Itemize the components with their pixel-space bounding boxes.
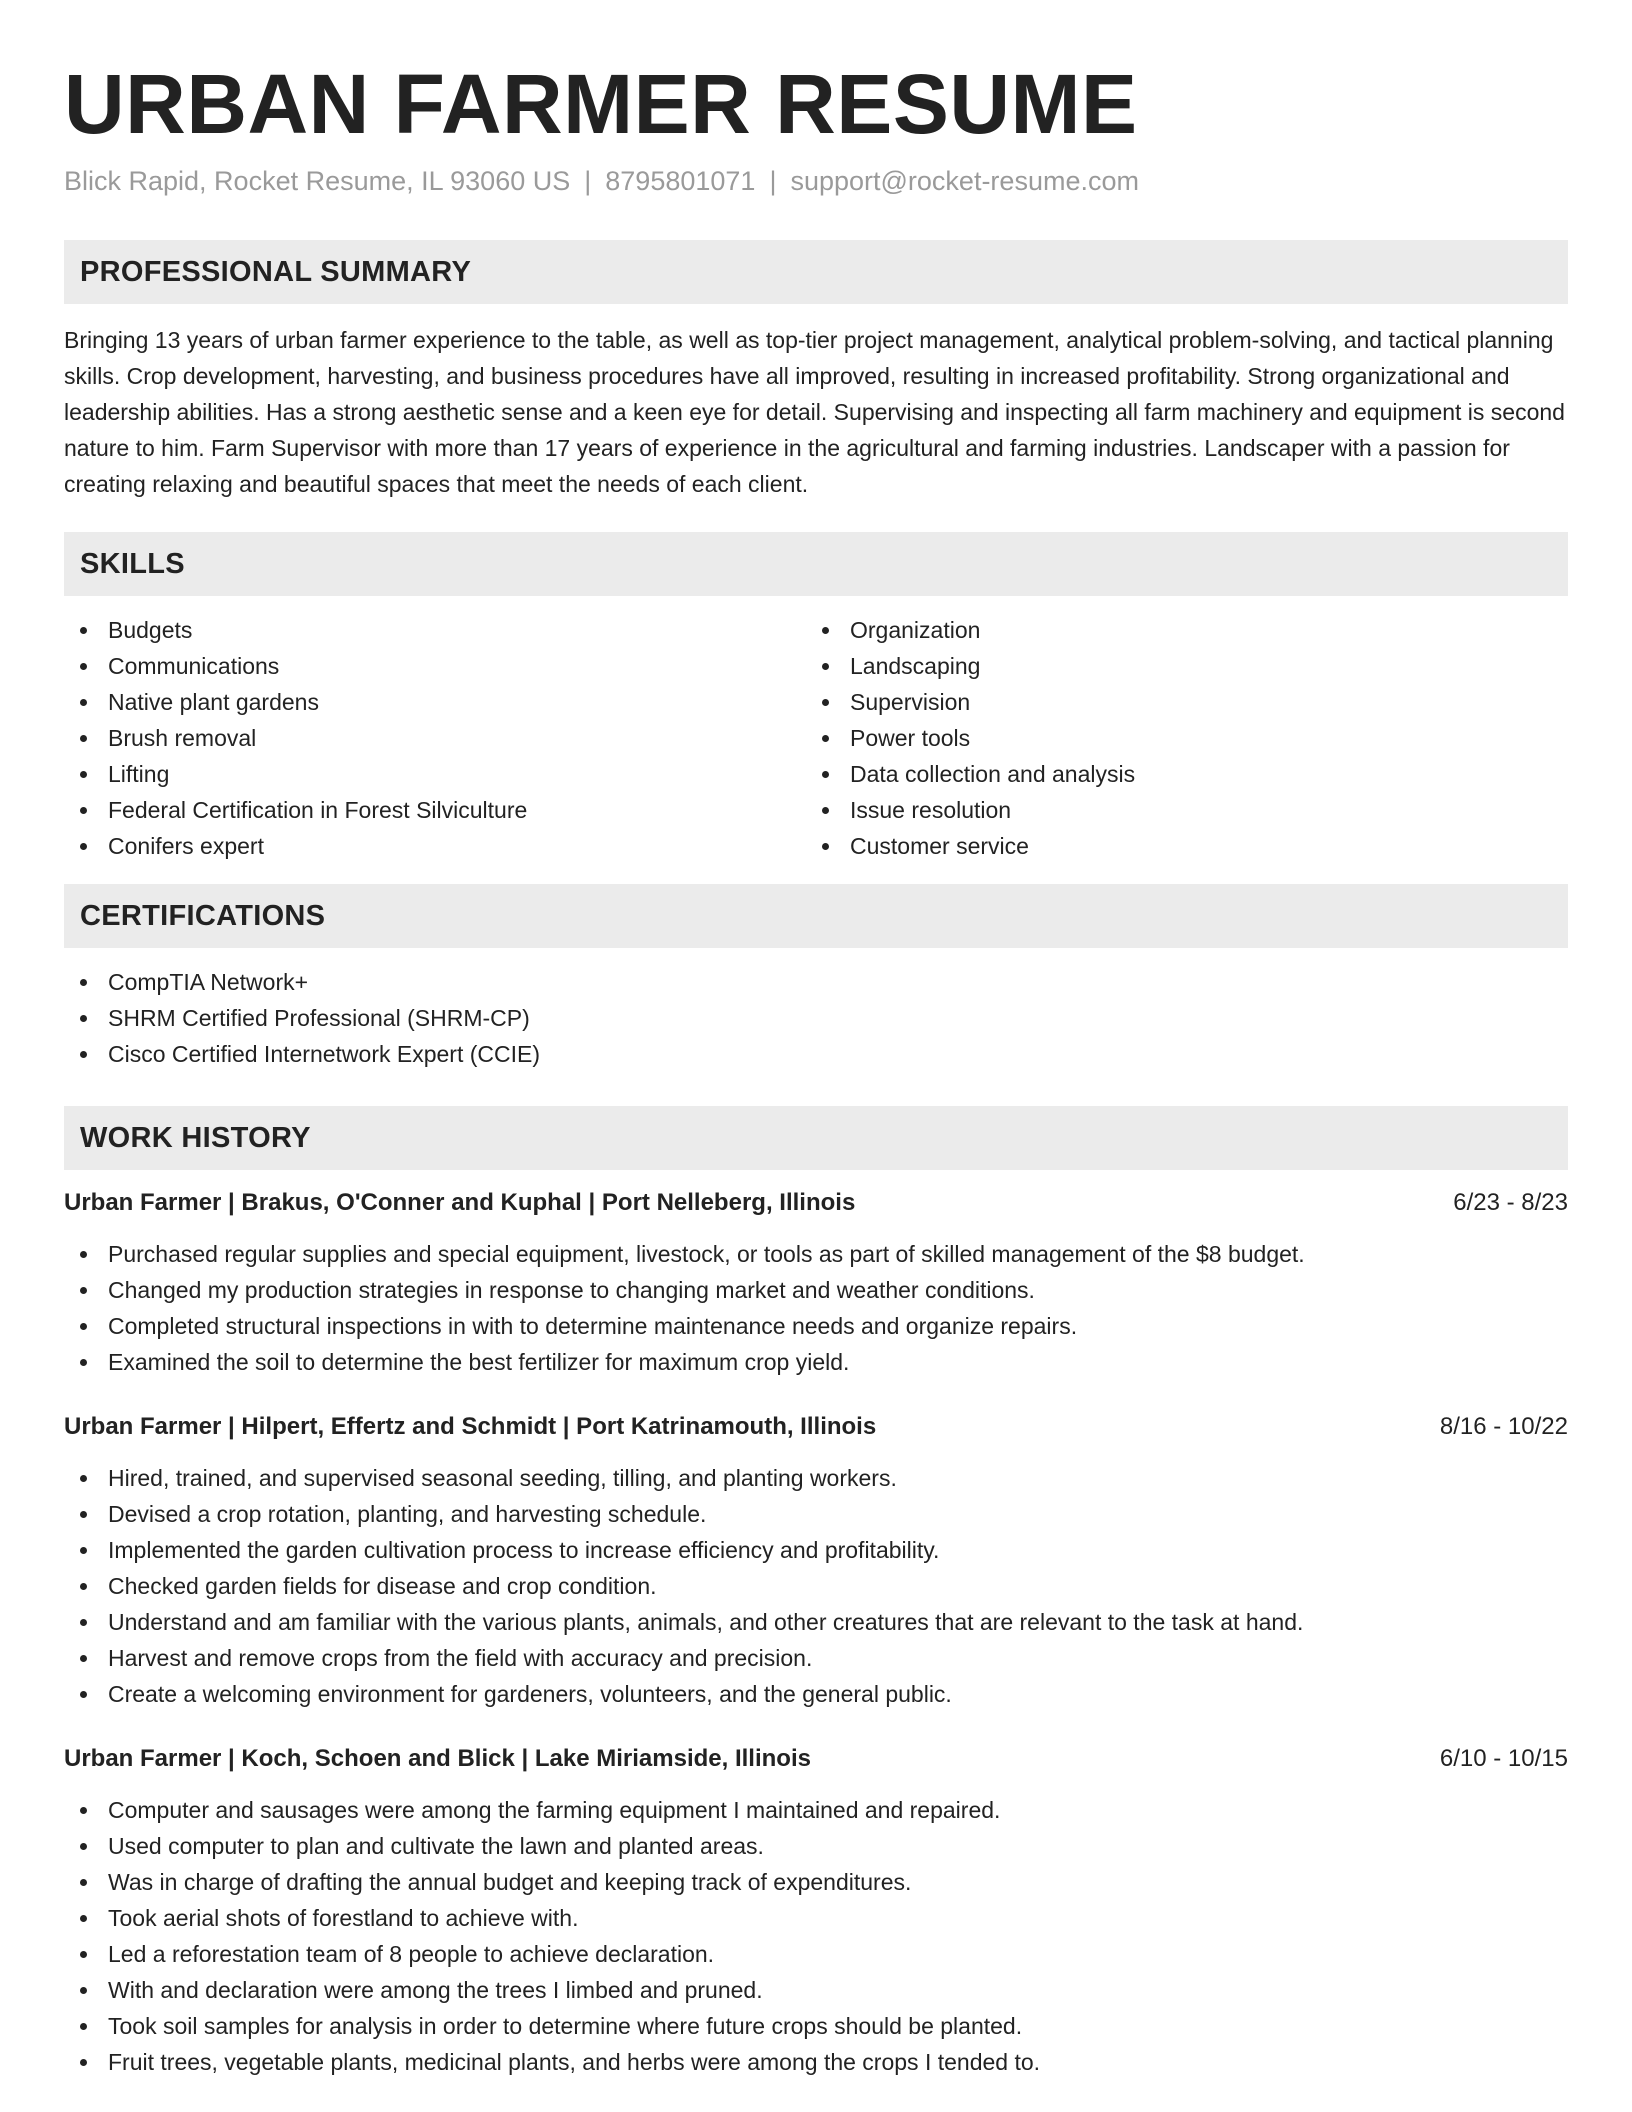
resume-page <box>64 0 1568 2080</box>
job-bullet: With and declaration were among the trees I limbed and pruned. <box>64 1972 1568 2008</box>
resume-title: URBAN FARMER RESUME <box>64 57 1138 151</box>
job-bullet: Took soil samples for analysis in order to determine where future crops should be planted. <box>64 2008 1568 2044</box>
skills-columns <box>64 612 1568 864</box>
certifications-list <box>64 964 1568 1072</box>
contact-email: support@rocket-resume.com <box>790 166 1139 196</box>
job-header <box>64 1410 1568 1444</box>
job-bullet: Led a reforestation team of 8 people to achieve declaration. <box>64 1936 1568 1972</box>
job-bullet: Used computer to plan and cultivate the lawn and planted areas. <box>64 1828 1568 1864</box>
skill-item: Lifting <box>64 756 806 792</box>
skill-item: Communications <box>64 648 806 684</box>
skill-item: Supervision <box>806 684 1548 720</box>
job-bullet: Examined the soil to determine the best fertilizer for maximum crop yield. <box>64 1344 1568 1380</box>
skill-item: Landscaping <box>806 648 1548 684</box>
job-bullet: Understand and am familiar with the various plants, animals, and other creatures that are relevant to the task at hand. <box>64 1604 1568 1640</box>
skill-item: Issue resolution <box>806 792 1548 828</box>
certification-item: Cisco Certified Internetwork Expert (CCIE) <box>64 1036 1568 1072</box>
job-bullet: Devised a crop rotation, planting, and harvesting schedule. <box>64 1496 1568 1532</box>
work-history-heading: WORK HISTORY <box>64 1106 1568 1170</box>
job-bullet: Computer and sausages were among the farming equipment I maintained and repaired. <box>64 1792 1568 1828</box>
contact-line <box>64 164 1568 198</box>
contact-phone: 8795801071 <box>605 166 756 196</box>
job-bullet: Implemented the garden cultivation process to increase efficiency and profitability. <box>64 1532 1568 1568</box>
job-bullet: Completed structural inspections in with to determine maintenance needs and organize repairs. <box>64 1308 1568 1344</box>
job-header <box>64 1742 1568 1776</box>
contact-separator: | <box>769 166 777 196</box>
job-bullet: Fruit trees, vegetable plants, medicinal plants, and herbs were among the crops I tended to. <box>64 2044 1568 2080</box>
job-dates: 8/16 - 10/22 <box>1439 1413 1568 1440</box>
skill-item: Power tools <box>806 720 1548 756</box>
job-title: Urban Farmer | Hilpert, Effertz and Schmidt | Port Katrinamouth, Illinois <box>64 1413 877 1440</box>
job-bullet: Took aerial shots of forestland to achieve with. <box>64 1900 1568 1936</box>
skill-item: Organization <box>806 612 1548 648</box>
job-entry <box>64 1186 1568 1380</box>
job-bullet: Harvest and remove crops from the field with accuracy and precision. <box>64 1640 1568 1676</box>
certifications-heading: CERTIFICATIONS <box>64 884 1568 948</box>
skills-right-list <box>806 612 1548 864</box>
skill-item: Native plant gardens <box>64 684 806 720</box>
job-bullet: Purchased regular supplies and special equipment, livestock, or tools as part of skilled management of the $8 budget. <box>64 1236 1568 1272</box>
job-bullet: Changed my production strategies in response to changing market and weather conditions. <box>64 1272 1568 1308</box>
job-entry <box>64 1742 1568 2080</box>
job-bullet: Was in charge of drafting the annual budget and keeping track of expenditures. <box>64 1864 1568 1900</box>
job-dates: 6/23 - 8/23 <box>1453 1189 1568 1216</box>
job-bullet: Checked garden fields for disease and crop condition. <box>64 1568 1568 1604</box>
skill-item: Conifers expert <box>64 828 806 864</box>
summary-heading: PROFESSIONAL SUMMARY <box>64 240 1568 304</box>
skills-left-list <box>64 612 806 864</box>
skill-item: Customer service <box>806 828 1548 864</box>
job-header <box>64 1186 1568 1220</box>
certification-item: CompTIA Network+ <box>64 964 1568 1000</box>
contact-address: Blick Rapid, Rocket Resume, IL 93060 US <box>64 166 571 196</box>
job-title: Urban Farmer | Brakus, O'Conner and Kuphal | Port Nelleberg, Illinois <box>64 1189 856 1216</box>
skill-item: Federal Certification in Forest Silviculture <box>64 792 806 828</box>
job-entry <box>64 1410 1568 1712</box>
skill-item: Data collection and analysis <box>806 756 1548 792</box>
job-dates: 6/10 - 10/15 <box>1439 1745 1568 1772</box>
job-bullet: Hired, trained, and supervised seasonal seeding, tilling, and planting workers. <box>64 1460 1568 1496</box>
certification-item: SHRM Certified Professional (SHRM-CP) <box>64 1000 1568 1036</box>
skill-item: Brush removal <box>64 720 806 756</box>
contact-separator: | <box>584 166 592 196</box>
skill-item: Budgets <box>64 612 806 648</box>
job-bullets <box>64 1236 1568 1380</box>
job-bullets <box>64 1792 1568 2080</box>
summary-text: Bringing 13 years of urban farmer experience to the table, as well as top-tier project management, analytical problem-solving, and tactical planning skills. Crop development, harvesting, and business procedures have all improved, resulting in increased profitability. Strong organizational and leadership abilities. Has a strong aesthetic sense and a keen eye for detail. Supervising and inspecting all farm machinery and equipment is second nature to him. Farm Supervisor with more than 17 years of experience in the agricultural and farming industries. Landscaper with a passion for creating relaxing and beautiful spaces that meet the needs of each client. <box>64 327 1565 497</box>
skills-heading: SKILLS <box>64 532 1568 596</box>
job-bullet: Create a welcoming environment for gardeners, volunteers, and the general public. <box>64 1676 1568 1712</box>
job-bullets <box>64 1460 1568 1712</box>
job-title: Urban Farmer | Koch, Schoen and Blick | Lake Miriamside, Illinois <box>64 1745 811 1772</box>
